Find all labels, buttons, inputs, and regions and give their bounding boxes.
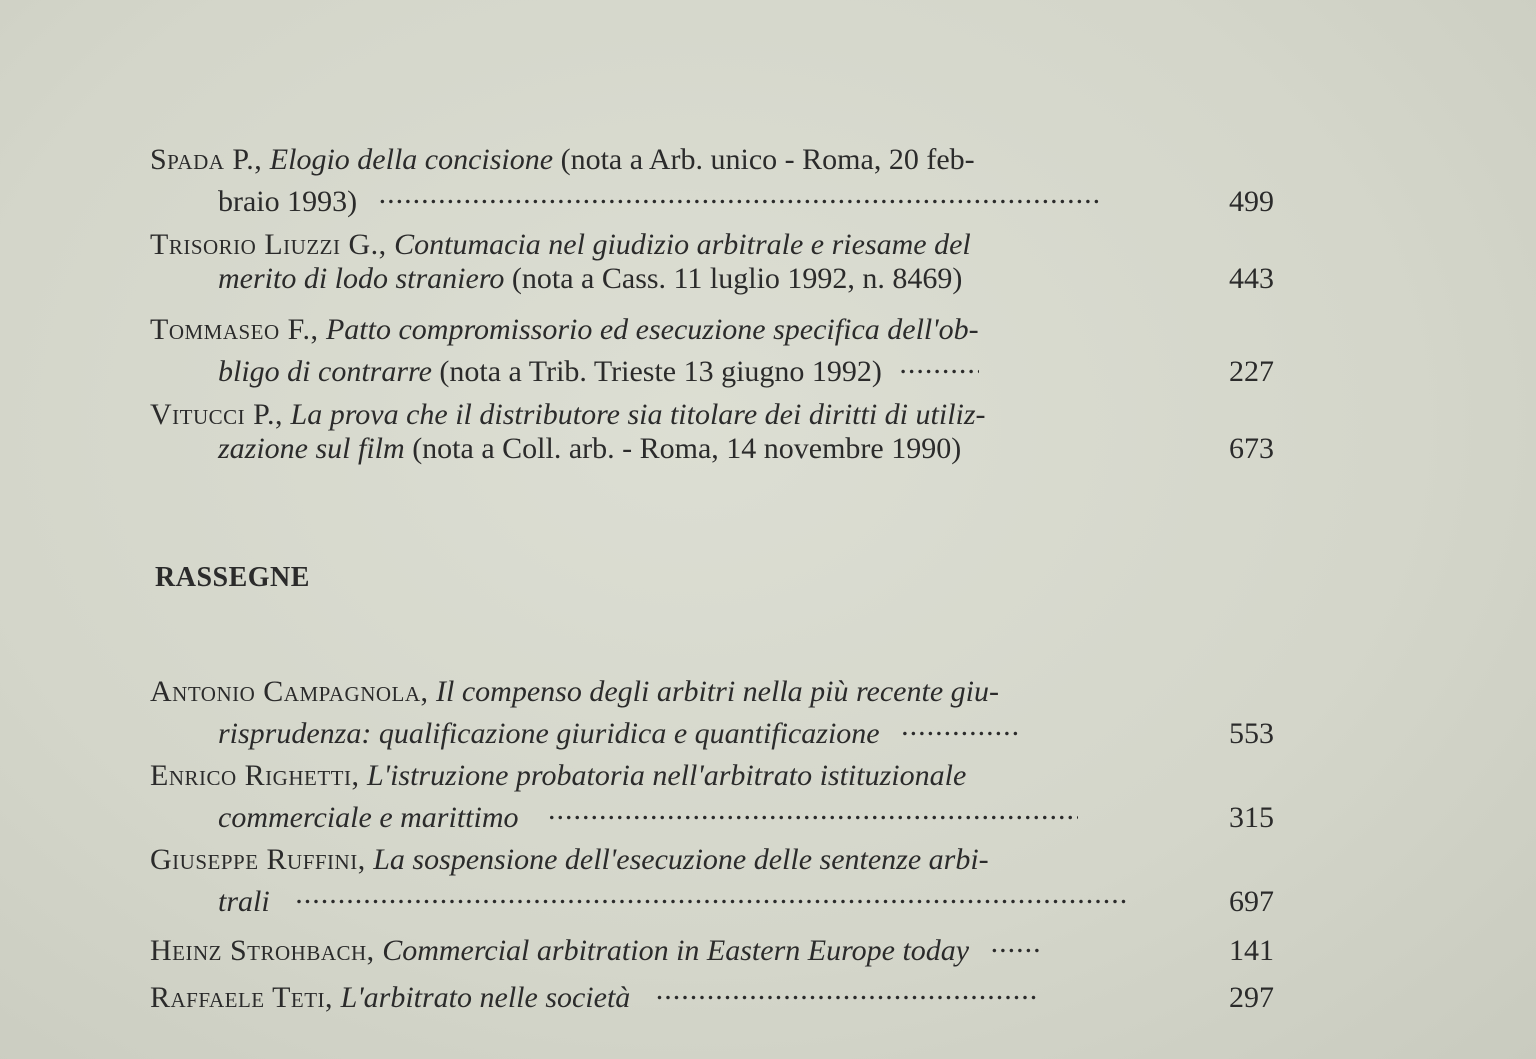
review-entry [150,675,1280,751]
entry-title: Elogio della concisione [269,143,554,176]
entry-title-continued: merito di lodo straniero [218,262,505,295]
page-number: 673 [1229,432,1274,465]
entry-author: Tommaseo F., [150,313,319,346]
page-number: 499 [1229,185,1274,218]
entry-title: L'istruzione probatoria nell'arbitrato istituzionale [366,759,967,792]
entry-author: Enrico Righetti, [150,759,360,792]
review-entry [150,973,1280,1015]
note-entry [150,143,1280,219]
note-entry [150,313,1280,389]
entry-citation: (nota a Cass. 11 luglio 1992, n. 8469) [504,262,963,295]
entry-title-continued: risprudenza: qualificazione giuridica e quantificazione [218,717,880,750]
entry-author: Trisorio Liuzzi G., [150,228,387,261]
entry-citation: (nota a Coll. arb. - Roma, 14 novembre 1990) [404,432,962,465]
dot-leader [901,709,1019,743]
entry-author: Spada P., [150,143,263,176]
dot-leader [295,877,1127,911]
page-number: 141 [1229,934,1274,967]
entry-title: Patto compromissorio ed esecuzione specifica dell'ob- [325,313,979,346]
entry-title: Commercial arbitration in Eastern Europe today [382,934,970,967]
page-number: 553 [1229,717,1274,750]
entry-title: L'arbitrato nelle società [340,981,631,1014]
note-entry [150,228,1280,296]
dot-leader [656,973,1036,1007]
review-entry [150,843,1280,919]
entry-title: La sospensione dell'esecuzione delle sentenze arbi- [373,843,989,876]
dot-leader [991,926,1039,960]
entry-author: Raffaele Teti, [150,981,334,1014]
page-number: 227 [1229,355,1274,388]
entry-citation: (nota a Trib. Trieste 13 giugno 1992) [431,355,882,388]
entry-author: Vitucci P., [150,398,284,431]
entry-title-continued: commerciale e marittimo [218,801,519,834]
review-entry [150,926,1280,968]
entry-author: Heinz Strohbach, [150,934,375,967]
dot-leader [379,177,1099,211]
review-entry [150,759,1280,835]
dot-leader [899,347,979,381]
note-entry [150,398,1280,466]
entry-title-continued: zazione sul film [218,432,405,465]
entry-title-continued: trali [218,885,270,918]
page-number: 697 [1229,885,1274,918]
entry-title-continued: bligo di contrarre [218,355,432,388]
page-number: 315 [1229,801,1274,834]
entry-title: Contumacia nel giudizio arbitrale e riesame del [394,228,971,261]
entry-title: La prova che il distributore sia titolare dei diritti di utiliz- [290,398,986,431]
section-title: RASSEGNE [155,562,310,593]
entry-author: Giuseppe Ruffini, [150,843,366,876]
entry-author: Antonio Campagnola, [150,675,429,708]
entry-citation: (nota a Arb. unico - Roma, 20 feb- [553,143,975,176]
entry-citation-continued: braio 1993) [218,185,358,218]
dot-leader [548,793,1078,827]
entry-title: Il compenso degli arbitri nella più recente giu- [436,675,999,708]
page-number: 297 [1229,981,1274,1014]
page-number: 443 [1229,262,1274,295]
